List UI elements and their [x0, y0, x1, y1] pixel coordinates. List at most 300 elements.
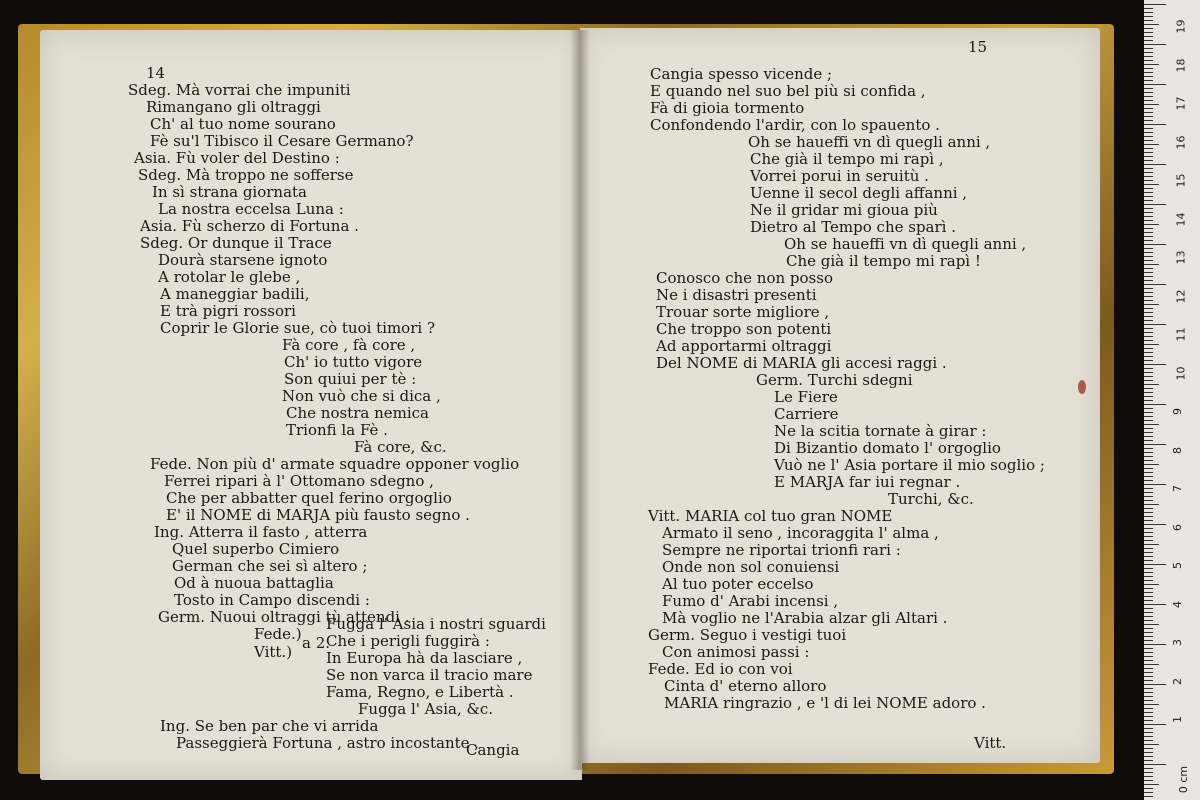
- ruler-tick: [1144, 588, 1153, 589]
- ruler-tick: [1144, 468, 1153, 469]
- ruler-tick: [1144, 120, 1153, 121]
- right-page-line: Mà voglio ne l'Arabia alzar gli Altari .: [662, 609, 948, 627]
- right-page-line: Ne i disastri presenti: [656, 286, 817, 304]
- left-page-line: Od à nuoua battaglia: [174, 574, 334, 592]
- ruler-tick: [1144, 136, 1153, 137]
- ruler-tick: [1144, 476, 1153, 477]
- ruler-tick: [1144, 48, 1153, 49]
- ruler-tick: [1144, 100, 1153, 101]
- left-page-line: Quel superbo Cimiero: [172, 540, 340, 558]
- ruler-tick: [1144, 732, 1153, 733]
- ruler-number: 3: [1171, 639, 1184, 646]
- ruler-tick: [1144, 560, 1153, 561]
- ruler-tick: [1144, 424, 1159, 425]
- ruler-tick: [1144, 584, 1159, 585]
- right-page-line: Di Bizantio domato l' orgoglio: [774, 439, 1001, 457]
- ruler-number: 6: [1171, 523, 1184, 531]
- ruler-tick: [1144, 296, 1153, 297]
- ruler-tick: [1144, 396, 1153, 397]
- ruler-tick: [1144, 492, 1153, 493]
- ruler-tick: [1144, 664, 1159, 665]
- ruler-tick: [1144, 736, 1153, 737]
- ruler-tick: [1144, 164, 1166, 165]
- ruler-tick: [1144, 288, 1153, 289]
- ruler-tick: [1144, 604, 1166, 605]
- ruler-tick: [1144, 728, 1153, 729]
- ruler-tick: [1144, 472, 1153, 473]
- left-page-line: Fè su'l Tibisco il Cesare Germano?: [150, 132, 414, 150]
- left-page-line: Ch' io tutto vigore: [284, 353, 423, 371]
- ruler-tick: [1144, 152, 1153, 153]
- ruler-tick: [1144, 248, 1153, 249]
- ruler-tick: [1144, 280, 1153, 281]
- right-page-line: Le Fiere: [774, 388, 838, 406]
- left-page-line: a 2.: [302, 634, 331, 652]
- ruler-tick: [1144, 356, 1153, 357]
- ruler-tick: [1144, 432, 1153, 433]
- ruler-tick: [1144, 264, 1159, 265]
- ruler-tick: [1144, 524, 1166, 525]
- ruler-tick: [1144, 272, 1153, 273]
- right-page-line: Al tuo poter eccelso: [662, 575, 814, 593]
- ruler-tick: [1144, 44, 1166, 45]
- ruler-tick: [1144, 184, 1159, 185]
- ruler-tick: [1144, 416, 1153, 417]
- ruler-tick: [1144, 56, 1153, 57]
- ruler-tick: [1144, 348, 1153, 349]
- ruler-tick: [1144, 628, 1153, 629]
- left-page-line: Asia. Fù scherzo di Fortuna .: [140, 217, 359, 235]
- right-page-line: Fede. Ed io con voi: [648, 660, 793, 678]
- ruler-tick: [1144, 720, 1153, 721]
- ruler-tick: [1144, 680, 1153, 681]
- ruler-tick: [1144, 620, 1153, 621]
- right-page-line: Sempre ne riportai trionfi rari :: [662, 541, 901, 559]
- ruler-tick: [1144, 188, 1153, 189]
- left-page-line: Che per abbatter quel ferino orgoglio: [166, 489, 452, 507]
- right-page-line: Germ. Turchi sdegni: [756, 371, 913, 389]
- ruler-tick: [1144, 76, 1153, 77]
- ruler-tick: [1144, 624, 1159, 625]
- ruler-tick: [1144, 236, 1153, 237]
- right-page-line: Armato il seno , incoraggita l' alma ,: [662, 524, 939, 542]
- ruler-tick: [1144, 64, 1159, 65]
- ruler-tick: [1144, 12, 1153, 13]
- right-page-line: Trouar sorte migliore ,: [656, 303, 830, 321]
- ruler-number: 13: [1174, 250, 1188, 265]
- ruler-tick: [1144, 540, 1153, 541]
- left-page-line: Germ. Nuoui oltraggi tù attendi .: [158, 608, 410, 626]
- right-page-line: E quando nel suo bel più si confida ,: [650, 82, 926, 100]
- right-page-line: Oh se haueffi vn dì quegli anni ,: [784, 235, 1027, 253]
- left-page-line: Coprir le Glorie sue, cò tuoi timori ?: [160, 319, 435, 337]
- ruler-tick: [1144, 24, 1159, 25]
- ruler-tick: [1144, 572, 1153, 573]
- right-page-line: Turchi, &c.: [888, 490, 974, 508]
- ruler-tick: [1144, 516, 1153, 517]
- left-page-line: Fà core, &c.: [354, 438, 447, 456]
- ruler-tick: [1144, 760, 1153, 761]
- book-gutter: [570, 30, 590, 770]
- ruler-tick: [1144, 512, 1153, 513]
- left-page-line: Sdeg. Mà vorrai che impuniti: [128, 81, 351, 99]
- ruler-tick: [1144, 212, 1153, 213]
- ruler-tick: [1144, 788, 1153, 789]
- right-page-line: Vitt. MARIA col tuo gran NOME: [648, 507, 893, 525]
- left-page-line: Trionfi la Fè .: [286, 421, 388, 439]
- right-page-number: 15: [968, 38, 988, 56]
- ruler-tick: [1144, 592, 1153, 593]
- left-page-line: In Europa hà da lasciare ,: [326, 649, 523, 667]
- ruler-tick: [1144, 32, 1153, 33]
- ruler-tick: [1144, 656, 1153, 657]
- left-page-line: Dourà starsene ignoto: [158, 251, 328, 269]
- ruler-tick: [1144, 784, 1159, 785]
- ruler-tick: [1144, 316, 1153, 317]
- ruler-tick: [1144, 772, 1153, 773]
- ruler-tick: [1144, 268, 1153, 269]
- ruler-number: 15: [1174, 173, 1188, 188]
- ruler-tick: [1144, 140, 1153, 141]
- ruler-tick: [1144, 256, 1153, 257]
- ruler-tick: [1144, 508, 1153, 509]
- ruler-tick: [1144, 384, 1159, 385]
- ruler-tick: [1144, 104, 1159, 105]
- ruler-tick: [1144, 172, 1153, 173]
- ruler-tick: [1144, 352, 1153, 353]
- ruler-tick: [1144, 156, 1153, 157]
- ruler-tick: [1144, 252, 1153, 253]
- ruler-tick: [1144, 128, 1153, 129]
- ruler-tick: [1144, 88, 1153, 89]
- ruler-tick: [1144, 420, 1153, 421]
- ruler-tick: [1144, 392, 1153, 393]
- ruler-tick: [1144, 176, 1153, 177]
- ruler-tick: [1144, 180, 1153, 181]
- ruler-tick: [1144, 144, 1159, 145]
- ruler-tick: [1144, 500, 1153, 501]
- ruler-tick: [1144, 284, 1166, 285]
- ruler-tick: [1144, 644, 1166, 645]
- right-page-line: Del NOME di MARIA gli accesi raggi .: [656, 354, 947, 372]
- ruler-tick: [1144, 404, 1166, 405]
- ruler-tick: [1144, 756, 1153, 757]
- left-page-line: Ing. Atterra il fasto , atterra: [154, 523, 368, 541]
- left-page-number: 14: [146, 64, 166, 82]
- ruler-tick: [1144, 84, 1166, 85]
- ruler-tick: [1144, 668, 1153, 669]
- ruler-tick: [1144, 556, 1153, 557]
- ruler-tick: [1144, 216, 1153, 217]
- ruler-tick: [1144, 464, 1159, 465]
- ruler-tick: [1144, 792, 1153, 793]
- ruler-number: 9: [1171, 408, 1184, 415]
- left-page-line: La nostra eccelsa Luna :: [158, 200, 344, 218]
- ruler-tick: [1144, 536, 1153, 537]
- ruler-tick: [1144, 72, 1153, 73]
- ruler-tick: [1144, 368, 1153, 369]
- ruler-tick: [1144, 148, 1153, 149]
- ruler-tick: [1144, 796, 1153, 797]
- ruler-number: 10: [1174, 366, 1188, 380]
- ruler-tick: [1144, 388, 1153, 389]
- left-page-line: A maneggiar badili,: [160, 285, 310, 303]
- ruler-tick: [1144, 744, 1159, 745]
- ink-stain: [1078, 380, 1086, 394]
- ruler-tick: [1144, 440, 1153, 441]
- left-page-line: Che nostra nemica: [286, 404, 429, 422]
- ruler-tick: [1144, 580, 1153, 581]
- right-page-line: Fumo d' Arabi incensi ,: [662, 592, 839, 610]
- ruler-tick: [1144, 776, 1153, 777]
- ruler-tick: [1144, 344, 1159, 345]
- ruler-tick: [1144, 608, 1153, 609]
- ruler-tick: [1144, 648, 1153, 649]
- ruler-tick: [1144, 304, 1159, 305]
- ruler-tick: [1144, 340, 1153, 341]
- ruler-tick: [1144, 200, 1153, 201]
- ruler-tick: [1144, 380, 1153, 381]
- left-page-line: Ing. Se ben par che vi arrida: [160, 717, 379, 735]
- left-page-line: Fama, Regno, e Libertà .: [326, 683, 514, 701]
- ruler-tick: [1144, 408, 1153, 409]
- ruler-tick: [1144, 332, 1153, 333]
- ruler-tick: [1144, 764, 1166, 765]
- ruler-tick: [1144, 232, 1153, 233]
- left-page-line: Fà core , fà core ,: [282, 336, 416, 354]
- ruler-tick: [1144, 228, 1153, 229]
- ruler-tick: [1144, 740, 1153, 741]
- ruler-tick: [1144, 292, 1153, 293]
- ruler-number: 1: [1171, 716, 1184, 723]
- ruler-number: 7: [1171, 485, 1184, 492]
- ruler-tick: [1144, 160, 1153, 161]
- ruler-tick: [1144, 768, 1153, 769]
- ruler-number: 2: [1171, 677, 1184, 685]
- ruler-tick: [1144, 60, 1153, 61]
- ruler-tick: [1144, 204, 1166, 205]
- left-page-line: Tosto in Campo discendi :: [174, 591, 370, 609]
- ruler-tick: [1144, 660, 1153, 661]
- ruler-tick: [1144, 752, 1153, 753]
- ruler-tick: [1144, 780, 1153, 781]
- ruler-tick: [1144, 452, 1153, 453]
- left-page-line: A rotolar le glebe ,: [158, 268, 301, 286]
- ruler-tick: [1144, 364, 1166, 365]
- ruler-tick: [1144, 208, 1153, 209]
- ruler-tick: [1144, 412, 1153, 413]
- ruler-tick: [1144, 640, 1153, 641]
- left-page-line: Non vuò che si dica ,: [282, 387, 441, 405]
- ruler-tick: [1144, 132, 1153, 133]
- ruler-number: 4: [1171, 600, 1184, 608]
- ruler-tick: [1144, 672, 1153, 673]
- left-page-line: Se non varca il tracio mare: [326, 666, 533, 684]
- right-page-line: Con animosi passi :: [662, 643, 810, 661]
- left-page-line: Vitt.): [254, 643, 293, 661]
- ruler-tick: [1144, 260, 1153, 261]
- ruler-tick: [1144, 704, 1159, 705]
- left-page-line: Asia. Fù voler del Destino :: [134, 149, 340, 167]
- ruler-tick: [1144, 496, 1153, 497]
- ruler-number: 18: [1174, 58, 1188, 72]
- ruler-number: 14: [1174, 212, 1188, 226]
- ruler-number: 12: [1174, 289, 1188, 303]
- right-page-line: Cinta d' eterno alloro: [664, 677, 827, 695]
- ruler-tick: [1144, 300, 1153, 301]
- ruler-tick: [1144, 544, 1159, 545]
- ruler-tick: [1144, 688, 1153, 689]
- ruler-tick: [1144, 244, 1166, 245]
- ruler-tick: [1144, 192, 1153, 193]
- ruler-tick: [1144, 112, 1153, 113]
- ruler-tick: [1144, 360, 1153, 361]
- ruler-number: 19: [1174, 19, 1188, 34]
- ruler-number: 5: [1171, 562, 1184, 569]
- right-page-line: Che già il tempo mi rapì ,: [750, 150, 944, 168]
- ruler-tick: [1144, 636, 1153, 637]
- ruler-tick: [1144, 448, 1153, 449]
- ruler-tick: [1144, 532, 1153, 533]
- ruler-tick: [1144, 504, 1159, 505]
- left-page-line: Ch' al tuo nome sourano: [150, 115, 336, 133]
- ruler-tick: [1144, 460, 1153, 461]
- left-page-line: Son quiui per tè :: [284, 370, 417, 388]
- ruler-tick: [1144, 28, 1153, 29]
- right-page-line: Oh se haueffi vn dì quegli anni ,: [748, 133, 991, 151]
- ruler-tick: [1144, 684, 1166, 685]
- left-page-line: Sdeg. Mà troppo ne sofferse: [138, 166, 354, 184]
- ruler-tick: [1144, 716, 1153, 717]
- ruler-tick: [1144, 700, 1153, 701]
- right-page-line: Vuò ne l' Asia portare il mio soglio ;: [774, 456, 1045, 474]
- ruler-tick: [1144, 480, 1153, 481]
- left-page-line: E' il NOME di MARJA più fausto segno .: [166, 506, 470, 524]
- ruler-tick: [1144, 616, 1153, 617]
- right-page-line: Conosco che non posso: [656, 269, 833, 287]
- ruler-number: 17: [1174, 96, 1188, 111]
- ruler-tick: [1144, 552, 1153, 553]
- ruler-tick: [1144, 708, 1153, 709]
- ruler-tick: [1144, 400, 1153, 401]
- ruler-tick: [1144, 124, 1166, 125]
- ruler-tick: [1144, 20, 1153, 21]
- ruler-unit: 0 cm: [1177, 765, 1191, 794]
- ruler-number: 11: [1174, 327, 1188, 342]
- ruler-tick: [1144, 308, 1153, 309]
- ruler-tick: [1144, 484, 1166, 485]
- ruler-tick: [1144, 528, 1153, 529]
- right-page-line: Germ. Seguo i vestigi tuoi: [648, 626, 847, 644]
- ruler-tick: [1144, 372, 1153, 373]
- ruler-tick: [1144, 568, 1153, 569]
- right-page-line: Confondendo l'ardir, con lo spauento .: [650, 116, 940, 134]
- ruler-tick: [1144, 116, 1153, 117]
- ruler-tick: [1144, 52, 1153, 53]
- ruler-tick: [1144, 68, 1153, 69]
- ruler-tick: [1144, 320, 1153, 321]
- right-page-line: Fà di gioia tormento: [650, 99, 805, 117]
- left-page-line: In sì strana giornata: [152, 183, 308, 201]
- left-page-line: German che sei sì altero ;: [172, 557, 368, 575]
- left-page-line: Che i perigli fuggirà :: [326, 632, 490, 650]
- left-page-line: Fede. Non più d' armate squadre opponer voglio: [150, 455, 520, 473]
- left-page-line: Cangia: [466, 741, 520, 759]
- ruler-tick: [1144, 596, 1153, 597]
- right-page-line: Vorrei porui in seruitù .: [750, 167, 929, 185]
- ruler-tick: [1144, 40, 1153, 41]
- ruler-tick: [1144, 692, 1153, 693]
- ruler-tick: [1144, 220, 1153, 221]
- right-page-line: Dietro al Tempo che sparì .: [750, 218, 957, 236]
- ruler-number: 16: [1174, 135, 1188, 149]
- right-page-line: Uenne il secol degli affanni ,: [750, 184, 968, 202]
- ruler-tick: [1144, 324, 1166, 325]
- ruler-tick: [1144, 428, 1153, 429]
- left-page-line: Sdeg. Or dunque il Trace: [140, 234, 332, 252]
- ruler-tick: [1144, 336, 1153, 337]
- right-page-line: MARIA ringrazio , e 'l di lei NOME adoro .: [664, 694, 986, 712]
- left-page-line: Passeggierà Fortuna , astro incostante ,: [176, 734, 480, 752]
- ruler-tick: [1144, 328, 1153, 329]
- right-page-line: E MARJA far iui regnar .: [774, 473, 961, 491]
- ruler-tick: [1144, 748, 1153, 749]
- ruler-tick: [1144, 576, 1153, 577]
- ruler-tick: [1144, 612, 1153, 613]
- right-page-line: Ne il gridar mi gioua più: [750, 201, 938, 219]
- ruler-tick: [1144, 488, 1153, 489]
- ruler-tick: [1144, 168, 1153, 169]
- right-page-line: Che troppo son potenti: [656, 320, 832, 338]
- ruler-tick: [1144, 456, 1153, 457]
- left-page-line: Rimangano gli oltraggi: [146, 98, 321, 116]
- ruler-tick: [1144, 564, 1166, 565]
- left-page-line: E trà pigri rossori: [160, 302, 296, 320]
- ruler-tick: [1144, 676, 1153, 677]
- right-page-line: Ad apportarmi oltraggi: [656, 337, 832, 355]
- ruler-tick: [1144, 8, 1153, 9]
- ruler-tick: [1144, 444, 1166, 445]
- measurement-ruler: [1144, 0, 1200, 800]
- ruler-tick: [1144, 196, 1153, 197]
- left-page-line: Fugga l' Asia i nostri sguardi: [326, 615, 546, 633]
- ruler-tick: [1144, 712, 1153, 713]
- right-page-line: Vitt.: [974, 734, 1007, 752]
- ruler-tick: [1144, 632, 1153, 633]
- left-page-line: Fede.): [254, 625, 302, 643]
- ruler-tick: [1144, 520, 1153, 521]
- right-page-line: Onde non sol conuiensi: [662, 558, 840, 576]
- ruler-tick: [1144, 36, 1153, 37]
- ruler-tick: [1144, 16, 1153, 17]
- ruler-tick: [1144, 600, 1153, 601]
- ruler-tick: [1144, 376, 1153, 377]
- right-page-line: Cangia spesso vicende ;: [650, 65, 833, 83]
- ruler-tick: [1144, 4, 1166, 5]
- ruler-tick: [1144, 240, 1153, 241]
- ruler-tick: [1144, 436, 1153, 437]
- ruler-tick: [1144, 548, 1153, 549]
- ruler-tick: [1144, 276, 1153, 277]
- ruler-tick: [1144, 96, 1153, 97]
- ruler-tick: [1144, 696, 1153, 697]
- ruler-tick: [1144, 80, 1153, 81]
- ruler-tick: [1144, 724, 1166, 725]
- right-page-line: Carriere: [774, 405, 839, 423]
- left-page-line: Ferrei ripari à l' Ottomano sdegno ,: [164, 472, 434, 490]
- right-page-line: Ne la scitia tornate à girar :: [774, 422, 987, 440]
- ruler-tick: [1144, 108, 1153, 109]
